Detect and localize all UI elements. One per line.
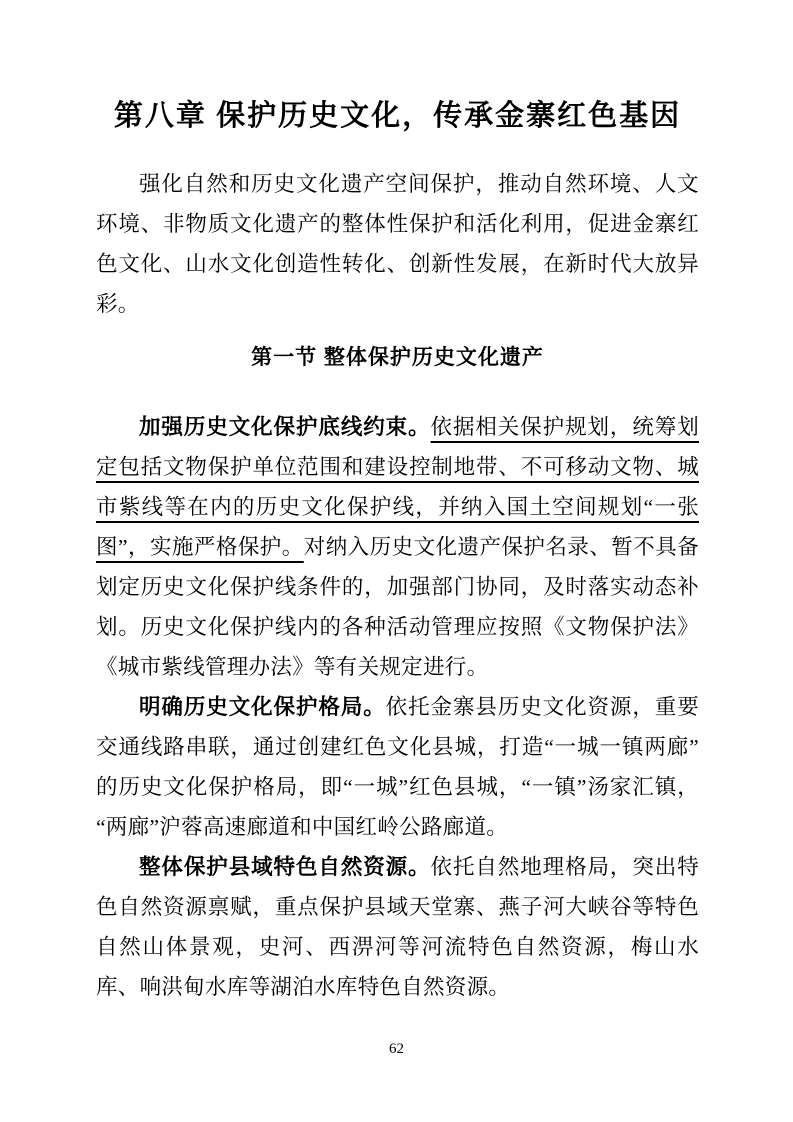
intro-paragraph: 强化自然和历史文化遗产空间保护，推动自然环境、人文环境、非物质文化遗产的整体性保护和活化利用，促进金寨红色文化、山水文化创造性转化、创新性发展，在新时代大放异彩。: [96, 172, 699, 316]
underlined-policy-text: 依据相关保护规划，统筹划定包括文物保护单位范围和建设控制地带、不可移动文物、城市紫线等在内的历史文化保护线，并纳入国土空间规划“一张图”，实施严格保护。: [96, 415, 700, 559]
paragraph-text-pattern: 依托金寨县历史文化资源，重要交通线路串联，通过创建红色文化县城，打造“一城一镇两廊”的历史文化保护格局，即“一城”红色县城，“一镇”汤家汇镇，“两廊”沪蓉高速廊道和中国红岭公路廊道。: [96, 695, 699, 839]
section-title: 第一节 整体保护历史文化遗产: [251, 346, 544, 369]
paragraph-lead-natural-resources: 整体保护县域特色自然资源。: [139, 855, 431, 879]
paragraph-lead-pattern: 明确历史文化保护格局。: [139, 695, 386, 719]
paragraph-natural-resources: [96, 847, 699, 1007]
chapter-title: 第八章 保护历史文化，传承金寨红色基因: [113, 100, 682, 132]
paragraph-text-natural-resources: 依托自然地理格局，突出特色自然资源禀赋，重点保护县域天堂寨、燕子河大峡谷等特色自然山体景观，史河、西淠河等河流特色自然资源，梅山水库、响洪甸水库等湖泊水库特色自然资源。: [96, 855, 700, 999]
page-number: 62: [389, 1041, 404, 1057]
paragraph-protection-pattern: [96, 687, 699, 847]
paragraph-protection-bottom-line: [96, 407, 699, 687]
paragraph-lead-bottom-line: 加强历史文化保护底线约束。: [139, 415, 431, 439]
paragraph-text-bottom-line: 对纳入历史文化遗产保护名录、暂不具备划定历史文化保护线条件的，加强部门协同，及时落实动态补划。历史文化保护线内的各种活动管理应按照《文物保护法》《城市紫线管理办法》等有关规定进行。: [96, 535, 699, 679]
